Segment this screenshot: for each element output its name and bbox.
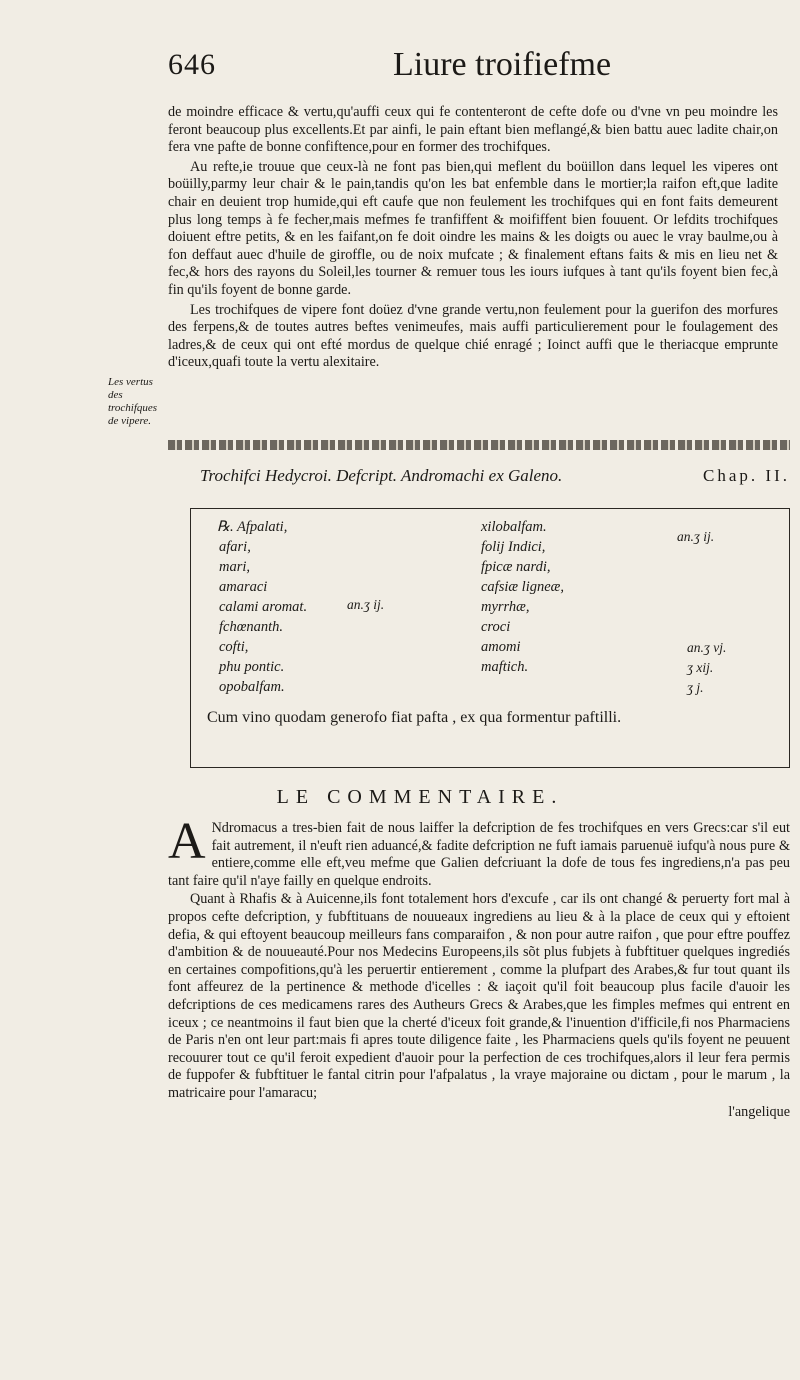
catchword: l'angelique [728,1103,790,1120]
commentary-paragraph-1 [168,813,790,890]
ingredient: ℞. Afpalati, [217,519,288,535]
ingredient: maftich. [481,659,529,675]
ingredient: phu pontic. [219,659,285,675]
ingredient: fchœnanth. [219,619,284,635]
ingredient: amaraci [219,579,268,595]
intro-paragraph-1: de moindre efficace & vertu,qu'auffi ceux qui fe contenteront de cefte dofe ou d'vne vn peu moindre les feront beaucoup plus excellents.Et par ainfi, le pain eftant bien meflangé,& bien battu auec ladite chair,on fera vne pafte de bonne confiftence,pour en former des trochifques. [168,104,778,156]
ingredient: cofti, [219,639,249,655]
ingredient: amomi [481,639,521,655]
ingredient: calami aromat. [219,599,308,615]
ingredient: mari, [219,559,251,575]
recipe-right-column [481,517,564,677]
ingredient: xilobalfam. [481,519,547,535]
recipe-left-column [217,517,307,697]
running-title: Liure troifiefme [393,46,612,83]
running-head [168,48,768,98]
dose-right-3: ʒ xij. [687,660,714,675]
dose-right-1: an.ʒ ij. [677,529,715,544]
ingredient: opobalfam. [219,679,285,695]
ingredient: myrrhæ, [481,599,530,615]
commentary-paragraph-2: Quant à Rhafis & à Auicenne,ils font totalement hors d'excufe , car ils ont changé & peruerty fort mal à propos cefte defcription, y fubftituans de nouueaux ingrediens au lieu & à la place de ceux qui y eftoient defia, & qui eftoyent beaucoup meilleurs fans comparaifon , & non pour autre raifon , que pour eftre pouffez d'ambition & de nouueauté.Pour nos Medecins Europeens,ils sõt plus fubjets à fubftituer quelques ingrediés en certaines compofitions,qu'à les peruertir entierement , comme la plufpart des Arabes,& fur tout quant ils font affeurez de la pertinence & methode d'icelles : & iaçoit qu'il foit beaucoup plus facile d'auoir les defcriptions de ces medicamens rares des Autheurs Grecs & Arabes,que les fimples mefmes qui entrent en iceux ; ce neantmoins il faut bien que la cherté d'iceux foit grande,& l'inuention d'ifficile,fi nos Pharmaciens de Paris n'en ont leur part:mais fi apres toute diligence faite , les Pharmaciens quels qu'ils foyent ne peuuent recouurer tout ce qu'il feroit expedient d'auoir pour la perfection de ces trochifques,alors il leur fera permis de fuppofer & fubftituer le fantal citrin pour l'afpalatus , la vraye majoraine ou dictam , pour le marum , la matricaire pour l'amaracu; [168,891,790,1101]
chapter-heading [200,466,790,492]
dose-right-4: ʒ j. [687,680,704,695]
ingredient: cafsiæ ligneæ, [481,579,564,595]
commentary-heading: LE COMMENTAIRE. [276,786,564,808]
intro-paragraph-2: Au refte,ie trouue que ceux-là ne font pas bien,qui meflent du boüillon dans lequel les viperes ont boüilly,parmy leur chair & le pain,tandis qu'on les bat enfemble dans le mortier;la raifon eft,que ladite chair en deuient trop humide,qui eft caufe que non feulement les trochifques qui en font faits demeurent plus long temps à fe fecher,mais mefmes fe tranfiffent & moififfent bien fouuent. Or lefdits trochifques doiuent eftre petits, & en les faifant,on fe doit oindre les mains & les doigts ou auec le vray baulme,ou à fon deffaut auec d'huile de giroffle, ou de noix mufcate ; & finalement eftans faits & mis en lieu net & fec,& hors des rayons du Soleil,les tourner & remuer tous les iours iufques à tant qu'ils foyent bien fec,à fin qu'ils foyent de bonne garde. [168,158,778,298]
ingredient: croci [481,619,511,635]
commentary-text [168,813,790,1121]
commentary-paragraph-1-text: Ndromacus a tres-bien fait de nous laiffer la defcription de fes trochifques en vers Grecs:car s'il eut fait autrement, il n'euft rien aduancé,& fadite defcription ne fuft iamais paruenuë iufqu'à nous pure & entiere,comme elle eft,veu mefme que Galien defcriuant la dofe de tous fes ingrediens,n'a pas peu tant faire qu'il n'aye failly en quelque endroits. [168,820,790,889]
dose-right-2: an.ʒ vj. [687,640,727,655]
ingredient: fpicæ nardi, [481,559,551,575]
recipe-box [190,508,790,768]
ingredient: afari, [219,539,251,555]
chapter-number: Chap. II. [703,466,790,485]
ornamental-divider [168,440,790,450]
drop-cap: A [168,813,206,870]
margin-note: Les vertus des trochifques de vipere. [108,376,158,427]
chapter-title: Trochifci Hedycroi. Defcript. Andromachi ex Galeno. [200,466,563,485]
ingredient: folij Indici, [481,539,546,555]
recipe-instruction: Cum vino quodam generofo fiat pafta , ex qua formentur paftilli. [207,709,622,726]
dose-left: an.ʒ ij. [347,597,385,612]
intro-text [168,104,778,374]
intro-paragraph-3: Les trochifques de vipere font doüez d'vne grande vertu,non feulement pour la guerifon des morfures des ferpens,& de toutes autres beftes venimeufes, mais auffi particulierement pour le foulagement des ladres,& de ceux qui ont efté mordus de quelque chié enragé ; Ioinct auffi que le theriacque emprunte d'iceux,quafi toute la vertu alexitaire. [168,301,778,371]
page-number: 646 [168,48,216,81]
